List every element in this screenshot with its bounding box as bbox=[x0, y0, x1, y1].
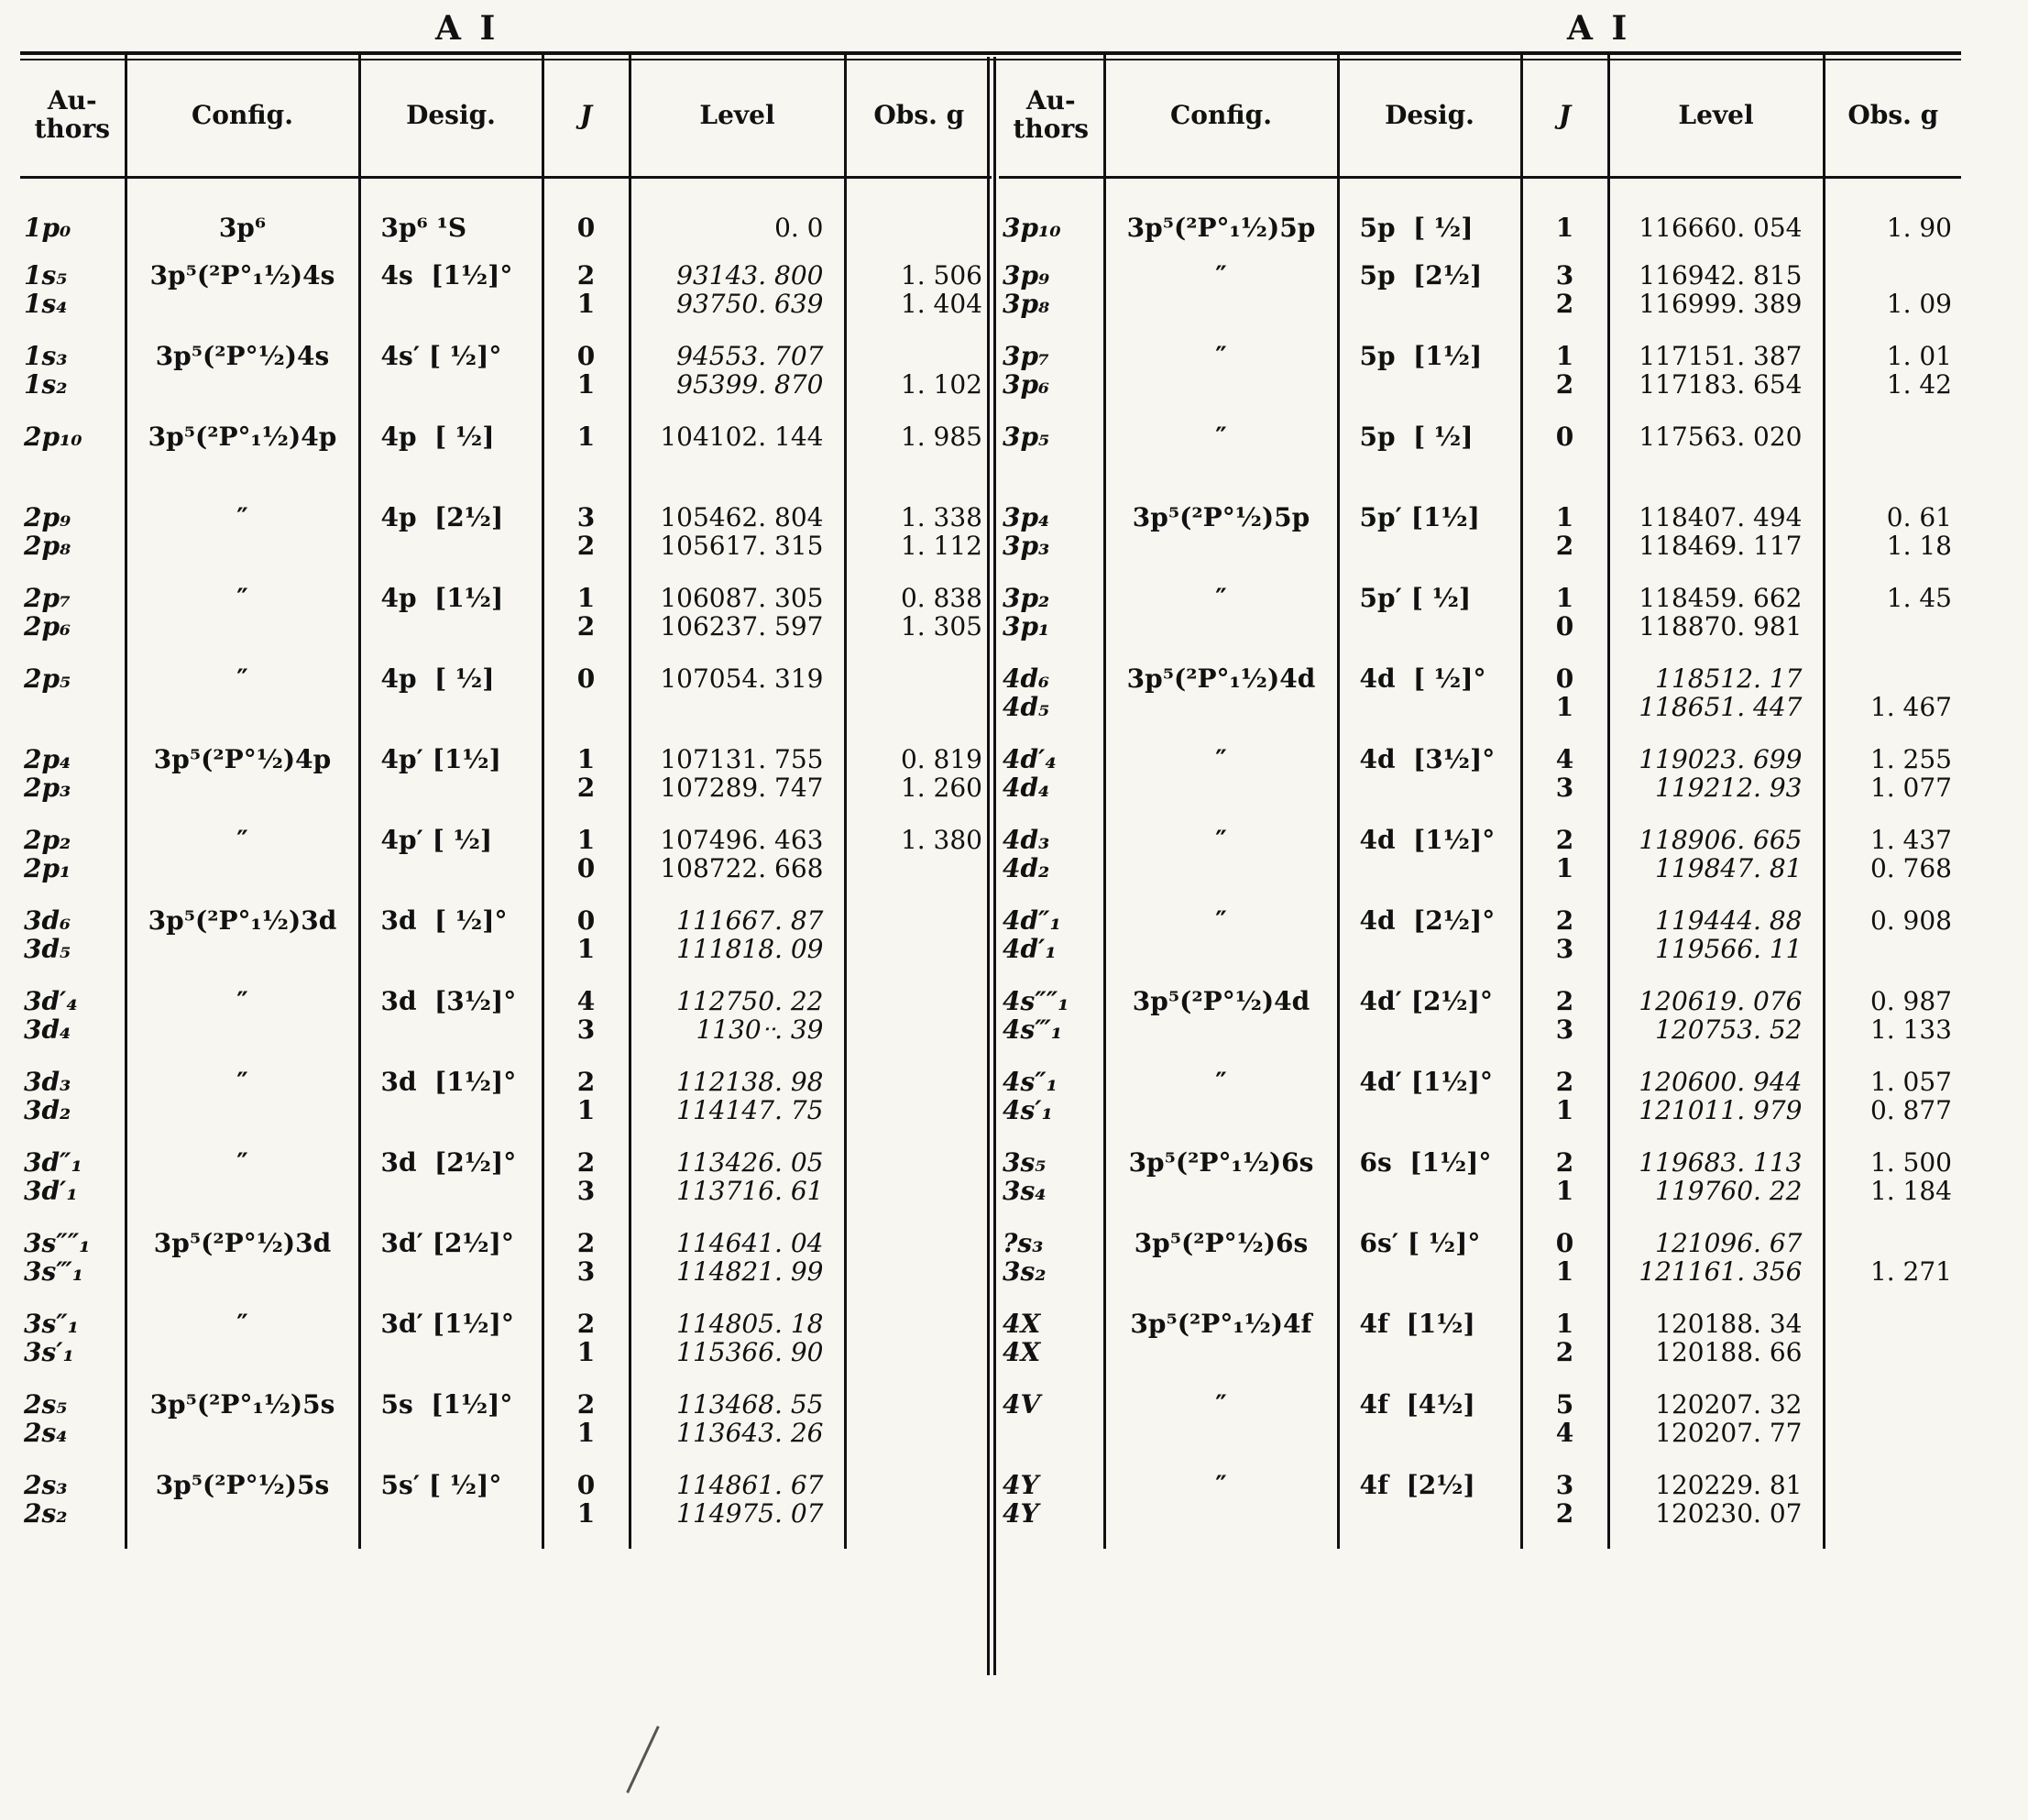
cell-level: 116660. 054 bbox=[1608, 178, 1824, 258]
level-row bbox=[999, 1065, 1961, 1146]
cell-j: 0 1 bbox=[543, 1468, 630, 1549]
right-table-panel bbox=[999, 55, 1961, 1549]
cell-authors: 1s₃ 1s₂ bbox=[20, 339, 126, 420]
level-row bbox=[20, 500, 992, 581]
cell-desig: 5p′ [ ½] bbox=[1338, 581, 1521, 662]
cell-config: ″ bbox=[1104, 1468, 1338, 1549]
cell-j: 1 2 bbox=[1521, 339, 1608, 420]
cell-j: 4 3 bbox=[1521, 742, 1608, 823]
cell-obs-g bbox=[845, 1146, 992, 1226]
cell-j: 2 3 bbox=[1521, 984, 1608, 1065]
cell-obs-g: 0. 908 bbox=[1869, 905, 1952, 936]
cell-config: 3p⁶ bbox=[126, 178, 359, 258]
cell-obs-g bbox=[845, 984, 992, 1065]
cell-obs-g: 1. 437 0. 768 bbox=[1869, 824, 1952, 883]
cell-config: ″ bbox=[1104, 823, 1338, 904]
left-header-row bbox=[20, 55, 992, 178]
cell-j: 0 1 bbox=[543, 339, 630, 420]
cell-j: 3 2 bbox=[1521, 1468, 1608, 1549]
cell-desig: 4f [2½] bbox=[1338, 1468, 1521, 1549]
cell-desig: 3d′ [1½]° bbox=[359, 1307, 543, 1387]
header-level: Level bbox=[630, 55, 845, 178]
cell-authors: 3d″₁ 3d′₁ bbox=[20, 1146, 126, 1226]
level-row bbox=[20, 1307, 992, 1387]
cell-authors: 4d₃ 4d₂ bbox=[999, 823, 1104, 904]
cell-config: ″ bbox=[1104, 904, 1338, 984]
level-row bbox=[999, 1226, 1961, 1307]
cell-config: 3p⁵(²P°½)5p bbox=[1104, 500, 1338, 581]
cell-j: 0 bbox=[543, 178, 630, 258]
cell-authors: 3p₄ 3p₃ bbox=[999, 500, 1104, 581]
cell-level: 111667. 87 111818. 09 bbox=[630, 904, 845, 984]
cell-desig: 5s′ [ ½]° bbox=[359, 1468, 543, 1549]
level-row bbox=[999, 258, 1961, 339]
header-config: Config. bbox=[1104, 55, 1338, 178]
cell-authors: ?s₃ 3s₂ bbox=[999, 1226, 1104, 1307]
cell-authors: 4V bbox=[999, 1387, 1104, 1468]
header-authors: Au- thors bbox=[999, 55, 1104, 178]
cell-level: 93143. 800 93750. 639 bbox=[630, 258, 845, 339]
cell-level: 114641. 04 114821. 99 bbox=[630, 1226, 845, 1307]
cell-config: ″ bbox=[126, 1065, 359, 1146]
cell-authors: 3d₃ 3d₂ bbox=[20, 1065, 126, 1146]
header-obs-g: Obs. g bbox=[1824, 55, 1961, 178]
cell-obs-g bbox=[1824, 1307, 1961, 1387]
cell-desig: 4d′ [2½]° bbox=[1338, 984, 1521, 1065]
cell-authors: 3s″₁ 3s′₁ bbox=[20, 1307, 126, 1387]
cell-authors: 4d′₄ 4d₄ bbox=[999, 742, 1104, 823]
cell-desig: 4d′ [1½]° bbox=[1338, 1065, 1521, 1146]
level-row bbox=[999, 984, 1961, 1065]
cell-obs-g: 0. 838 1. 305 bbox=[900, 582, 982, 641]
header-desig: Desig. bbox=[1338, 55, 1521, 178]
right-levels-table bbox=[999, 55, 1961, 1549]
cell-obs-g bbox=[845, 662, 992, 742]
cell-config: ″ bbox=[1104, 1387, 1338, 1468]
cell-obs-g: 1. 500 1. 184 bbox=[1869, 1146, 1952, 1206]
cell-level: 118459. 662 118870. 981 bbox=[1608, 581, 1824, 662]
cell-config: 3p⁵(²P°₁½)4f bbox=[1104, 1307, 1338, 1387]
cell-j: 3 2 bbox=[1521, 258, 1608, 339]
cell-config: ″ bbox=[126, 1146, 359, 1226]
level-row bbox=[20, 1065, 992, 1146]
cell-j: 1 0 bbox=[1521, 581, 1608, 662]
cell-config: 3p⁵(²P°₁½)4s bbox=[126, 258, 359, 339]
cell-config: 3p⁵(²P°₁½)5s bbox=[126, 1387, 359, 1468]
cell-desig: 3p⁶ ¹S bbox=[359, 178, 543, 258]
right-header-row bbox=[999, 55, 1961, 178]
cell-level: 114805. 18 115366. 90 bbox=[630, 1307, 845, 1387]
cell-level: 107054. 319 bbox=[630, 662, 845, 742]
left-table-panel bbox=[20, 55, 992, 1549]
level-row bbox=[999, 904, 1961, 984]
cell-desig: 5s [1½]° bbox=[359, 1387, 543, 1468]
cell-desig: 4p [ ½] bbox=[359, 420, 543, 500]
cell-authors: 3p₂ 3p₁ bbox=[999, 581, 1104, 662]
cell-level: 120188. 34 120188. 66 bbox=[1608, 1307, 1824, 1387]
cell-j: 3 2 bbox=[543, 500, 630, 581]
level-row bbox=[20, 742, 992, 823]
cell-config: ″ bbox=[1104, 420, 1338, 500]
cell-j: 1 2 bbox=[1521, 500, 1608, 581]
cell-j: 0 bbox=[543, 662, 630, 742]
cell-desig: 3d [1½]° bbox=[359, 1065, 543, 1146]
cell-j: 2 1 bbox=[1521, 1065, 1608, 1146]
cell-j: 2 3 bbox=[1521, 904, 1608, 984]
cell-desig: 4p [ ½] bbox=[359, 662, 543, 742]
right-table-body bbox=[999, 178, 1961, 1549]
cell-desig: 4d [2½]° bbox=[1338, 904, 1521, 984]
cell-obs-g bbox=[845, 1387, 992, 1468]
cell-config: 3p⁵(²P°½)6s bbox=[1104, 1226, 1338, 1307]
cell-obs-g: 1. 506 1. 404 bbox=[900, 259, 982, 319]
cell-authors: 3p₅ bbox=[999, 420, 1104, 500]
cell-j: 0 bbox=[1521, 420, 1608, 500]
cell-desig: 3d′ [2½]° bbox=[359, 1226, 543, 1307]
cell-obs-g bbox=[845, 904, 992, 984]
cell-level: 105462. 804 105617. 315 bbox=[630, 500, 845, 581]
cell-config: 3p⁵(²P°½)5s bbox=[126, 1468, 359, 1549]
cell-level: 119683. 113 119760. 22 bbox=[1608, 1146, 1824, 1226]
cell-authors: 2s₅ 2s₄ bbox=[20, 1387, 126, 1468]
cell-authors: 2p₁₀ bbox=[20, 420, 126, 500]
cell-authors: 3d′₄ 3d₄ bbox=[20, 984, 126, 1065]
cell-obs-g bbox=[1824, 1468, 1961, 1549]
left-levels-table bbox=[20, 55, 992, 1549]
cell-j: 0 1 bbox=[1521, 1226, 1608, 1307]
cell-config: ″ bbox=[126, 581, 359, 662]
header-j: J bbox=[543, 55, 630, 178]
cell-desig: 5p [2½] bbox=[1338, 258, 1521, 339]
cell-j: 2 1 bbox=[1521, 823, 1608, 904]
level-row bbox=[999, 500, 1961, 581]
cell-obs-g bbox=[845, 1065, 992, 1146]
cell-config: 3p⁵(²P°½)4p bbox=[126, 742, 359, 823]
cell-level: 106087. 305 106237. 597 bbox=[630, 581, 845, 662]
cell-authors: 2s₃ 2s₂ bbox=[20, 1468, 126, 1549]
cell-j: 1 2 bbox=[1521, 1307, 1608, 1387]
cell-obs-g: 1. 255 1. 077 bbox=[1869, 743, 1952, 803]
cell-j: 1 2 bbox=[543, 581, 630, 662]
header-config: Config. bbox=[126, 55, 359, 178]
cell-level: 114861. 67 114975. 07 bbox=[630, 1468, 845, 1549]
level-row bbox=[20, 581, 992, 662]
header-desig: Desig. bbox=[359, 55, 543, 178]
level-row bbox=[999, 1468, 1961, 1549]
cell-j: 0 1 bbox=[1521, 662, 1608, 742]
level-row bbox=[999, 662, 1961, 742]
cell-level: 121096. 67 121161. 356 bbox=[1608, 1226, 1824, 1307]
cell-j: 2 1 bbox=[543, 1387, 630, 1468]
level-row bbox=[20, 662, 992, 742]
cell-obs-g bbox=[845, 1226, 992, 1307]
cell-config: 3p⁵(²P°₁½)3d bbox=[126, 904, 359, 984]
cell-config: ″ bbox=[1104, 339, 1338, 420]
cell-level: 118512. 17 118651. 447 bbox=[1608, 662, 1824, 742]
level-row bbox=[999, 1387, 1961, 1468]
level-row bbox=[20, 1226, 992, 1307]
cell-authors: 4s″₁ 4s′₁ bbox=[999, 1065, 1104, 1146]
level-row bbox=[20, 258, 992, 339]
cell-config: 3p⁵(²P°₁½)4p bbox=[126, 420, 359, 500]
cell-authors: 1s₅ 1s₄ bbox=[20, 258, 126, 339]
cell-obs-g: 1. 01 1. 42 bbox=[1886, 340, 1952, 400]
cell-config: ″ bbox=[1104, 742, 1338, 823]
cell-desig: 3d [2½]° bbox=[359, 1146, 543, 1226]
level-row bbox=[20, 178, 992, 258]
header-authors: Au- thors bbox=[20, 55, 126, 178]
cell-authors: 2p₅ bbox=[20, 662, 126, 742]
cell-level: 112750. 22 1130ᐧᐧ. 39 bbox=[630, 984, 845, 1065]
level-row bbox=[999, 420, 1961, 500]
cell-authors: 2p₉ 2p₈ bbox=[20, 500, 126, 581]
cell-level: 118407. 494 118469. 117 bbox=[1608, 500, 1824, 581]
cell-obs-g: 0. 61 1. 18 bbox=[1886, 501, 1952, 561]
cell-obs-g: 1. 90 bbox=[1886, 213, 1952, 243]
level-row bbox=[999, 1307, 1961, 1387]
header-obs-g: Obs. g bbox=[845, 55, 992, 178]
cell-desig: 4s [1½]° bbox=[359, 258, 543, 339]
cell-config: ″ bbox=[1104, 258, 1338, 339]
cell-j: 2 1 bbox=[1521, 1146, 1608, 1226]
page-title-right: A I bbox=[1567, 9, 1631, 48]
cell-obs-g bbox=[845, 1468, 992, 1549]
level-row bbox=[20, 904, 992, 984]
cell-obs-g: 1. 467 bbox=[1869, 691, 1952, 722]
cell-level: 117563. 020 bbox=[1608, 420, 1824, 500]
cell-desig: 5p [1½] bbox=[1338, 339, 1521, 420]
cell-config: ″ bbox=[1104, 581, 1338, 662]
cell-level: 120207. 32 120207. 77 bbox=[1608, 1387, 1824, 1468]
cell-desig: 4d [1½]° bbox=[1338, 823, 1521, 904]
level-row bbox=[20, 823, 992, 904]
cell-obs-g: 1. 338 1. 112 bbox=[900, 501, 982, 561]
center-divider-a bbox=[987, 57, 990, 1675]
level-row bbox=[999, 1146, 1961, 1226]
cell-desig: 4p [2½] bbox=[359, 500, 543, 581]
cell-j: 2 3 bbox=[543, 1226, 630, 1307]
cell-desig: 4s′ [ ½]° bbox=[359, 339, 543, 420]
cell-level: 120229. 81 120230. 07 bbox=[1608, 1468, 1824, 1549]
cell-obs-g: 1. 271 bbox=[1869, 1255, 1952, 1287]
header-level: Level bbox=[1608, 55, 1824, 178]
cell-obs-g: 1. 057 0. 877 bbox=[1869, 1066, 1952, 1125]
cell-obs-g: 0. 987 1. 133 bbox=[1869, 985, 1952, 1045]
cell-level: 117151. 387 117183. 654 bbox=[1608, 339, 1824, 420]
level-row bbox=[20, 1146, 992, 1226]
cell-level: 104102. 144 bbox=[630, 420, 845, 500]
pencil-mark bbox=[626, 1726, 660, 1793]
cell-authors: 3p₁₀ bbox=[999, 178, 1104, 258]
cell-config: ″ bbox=[126, 823, 359, 904]
level-row bbox=[20, 984, 992, 1065]
cell-desig: 3d [3½]° bbox=[359, 984, 543, 1065]
cell-desig: 4p′ [1½] bbox=[359, 742, 543, 823]
level-row bbox=[999, 178, 1961, 258]
cell-obs-g bbox=[845, 178, 992, 258]
cell-authors: 3d₆ 3d₅ bbox=[20, 904, 126, 984]
cell-obs-g bbox=[1824, 1387, 1961, 1468]
cell-obs-g: 1. 380 bbox=[900, 824, 982, 855]
cell-authors: 4d₆ 4d₅ bbox=[999, 662, 1104, 742]
cell-config: 3p⁵(²P°½)4s bbox=[126, 339, 359, 420]
cell-config: ″ bbox=[126, 1307, 359, 1387]
cell-j: 1 0 bbox=[543, 823, 630, 904]
cell-level: 118906. 665 119847. 81 bbox=[1608, 823, 1824, 904]
cell-authors: 3p₇ 3p₆ bbox=[999, 339, 1104, 420]
cell-desig: 6s′ [ ½]° bbox=[1338, 1226, 1521, 1307]
cell-authors: 2p₂ 2p₁ bbox=[20, 823, 126, 904]
cell-authors: 3s₅ 3s₄ bbox=[999, 1146, 1104, 1226]
cell-level: 120600. 944 121011. 979 bbox=[1608, 1065, 1824, 1146]
cell-authors: 4d″₁ 4d′₁ bbox=[999, 904, 1104, 984]
level-row bbox=[999, 742, 1961, 823]
cell-desig: 4p′ [ ½] bbox=[359, 823, 543, 904]
cell-level: 119444. 88 119566. 11 bbox=[1608, 904, 1824, 984]
level-row bbox=[20, 1468, 992, 1549]
cell-level: 120619. 076 120753. 52 bbox=[1608, 984, 1824, 1065]
cell-config: 3p⁵(²P°½)3d bbox=[126, 1226, 359, 1307]
level-row bbox=[20, 420, 992, 500]
center-divider-b bbox=[993, 57, 996, 1675]
cell-desig: 5p′ [1½] bbox=[1338, 500, 1521, 581]
level-row bbox=[20, 339, 992, 420]
cell-config: 3p⁵(²P°₁½)6s bbox=[1104, 1146, 1338, 1226]
cell-desig: 4f [1½] bbox=[1338, 1307, 1521, 1387]
cell-config: ″ bbox=[1104, 1065, 1338, 1146]
cell-j: 1 bbox=[1521, 178, 1608, 258]
cell-level: 119023. 699 119212. 93 bbox=[1608, 742, 1824, 823]
cell-j: 1 bbox=[543, 420, 630, 500]
cell-config: ″ bbox=[126, 500, 359, 581]
cell-j: 2 3 bbox=[543, 1146, 630, 1226]
level-row bbox=[999, 581, 1961, 662]
cell-obs-g bbox=[1824, 420, 1961, 500]
cell-config: 3p⁵(²P°₁½)4d bbox=[1104, 662, 1338, 742]
cell-authors: 3s″″₁ 3s‴₁ bbox=[20, 1226, 126, 1307]
cell-obs-g: 1. 45 bbox=[1886, 582, 1952, 613]
cell-authors: 2p₄ 2p₃ bbox=[20, 742, 126, 823]
cell-level: 107131. 755 107289. 747 bbox=[630, 742, 845, 823]
cell-level: 107496. 463 108722. 668 bbox=[630, 823, 845, 904]
level-row bbox=[999, 339, 1961, 420]
header-j: J bbox=[1521, 55, 1608, 178]
cell-authors: 4s″″₁ 4s‴₁ bbox=[999, 984, 1104, 1065]
cell-j: 5 4 bbox=[1521, 1387, 1608, 1468]
cell-desig: 4d [3½]° bbox=[1338, 742, 1521, 823]
cell-authors: 2p₇ 2p₆ bbox=[20, 581, 126, 662]
cell-j: 4 3 bbox=[543, 984, 630, 1065]
cell-desig: 5p [ ½] bbox=[1338, 178, 1521, 258]
level-row bbox=[999, 823, 1961, 904]
cell-authors: 1p₀ bbox=[20, 178, 126, 258]
cell-j: 2 1 bbox=[543, 1065, 630, 1146]
cell-obs-g: 1. 102 bbox=[900, 368, 982, 400]
cell-authors: 4X 4X bbox=[999, 1307, 1104, 1387]
cell-level: 94553. 707 95399. 870 bbox=[630, 339, 845, 420]
cell-obs-g: 0. 819 1. 260 bbox=[900, 743, 982, 803]
cell-j: 2 1 bbox=[543, 258, 630, 339]
cell-config: 3p⁵(²P°½)4d bbox=[1104, 984, 1338, 1065]
cell-obs-g: 1. 09 bbox=[1886, 288, 1952, 319]
cell-authors: 4Y 4Y bbox=[999, 1468, 1104, 1549]
cell-level: 113426. 05 113716. 61 bbox=[630, 1146, 845, 1226]
cell-j: 2 1 bbox=[543, 1307, 630, 1387]
cell-desig: 6s [1½]° bbox=[1338, 1146, 1521, 1226]
cell-config: ″ bbox=[126, 984, 359, 1065]
cell-config: ″ bbox=[126, 662, 359, 742]
cell-desig: 5p [ ½] bbox=[1338, 420, 1521, 500]
cell-config: 3p⁵(²P°₁½)5p bbox=[1104, 178, 1338, 258]
cell-level: 0. 0 bbox=[630, 178, 845, 258]
cell-desig: 4p [1½] bbox=[359, 581, 543, 662]
level-row bbox=[20, 1387, 992, 1468]
left-table-body bbox=[20, 178, 992, 1549]
cell-level: 112138. 98 114147. 75 bbox=[630, 1065, 845, 1146]
cell-desig: 3d [ ½]° bbox=[359, 904, 543, 984]
cell-obs-g bbox=[845, 1307, 992, 1387]
cell-obs-g: 1. 985 bbox=[900, 421, 982, 452]
cell-j: 1 2 bbox=[543, 742, 630, 823]
cell-j: 0 1 bbox=[543, 904, 630, 984]
cell-level: 113468. 55 113643. 26 bbox=[630, 1387, 845, 1468]
page-title-left: A I bbox=[435, 9, 499, 48]
cell-desig: 4d [ ½]° bbox=[1338, 662, 1521, 742]
cell-desig: 4f [4½] bbox=[1338, 1387, 1521, 1468]
cell-level: 116942. 815 116999. 389 bbox=[1608, 258, 1824, 339]
cell-authors: 3p₉ 3p₈ bbox=[999, 258, 1104, 339]
